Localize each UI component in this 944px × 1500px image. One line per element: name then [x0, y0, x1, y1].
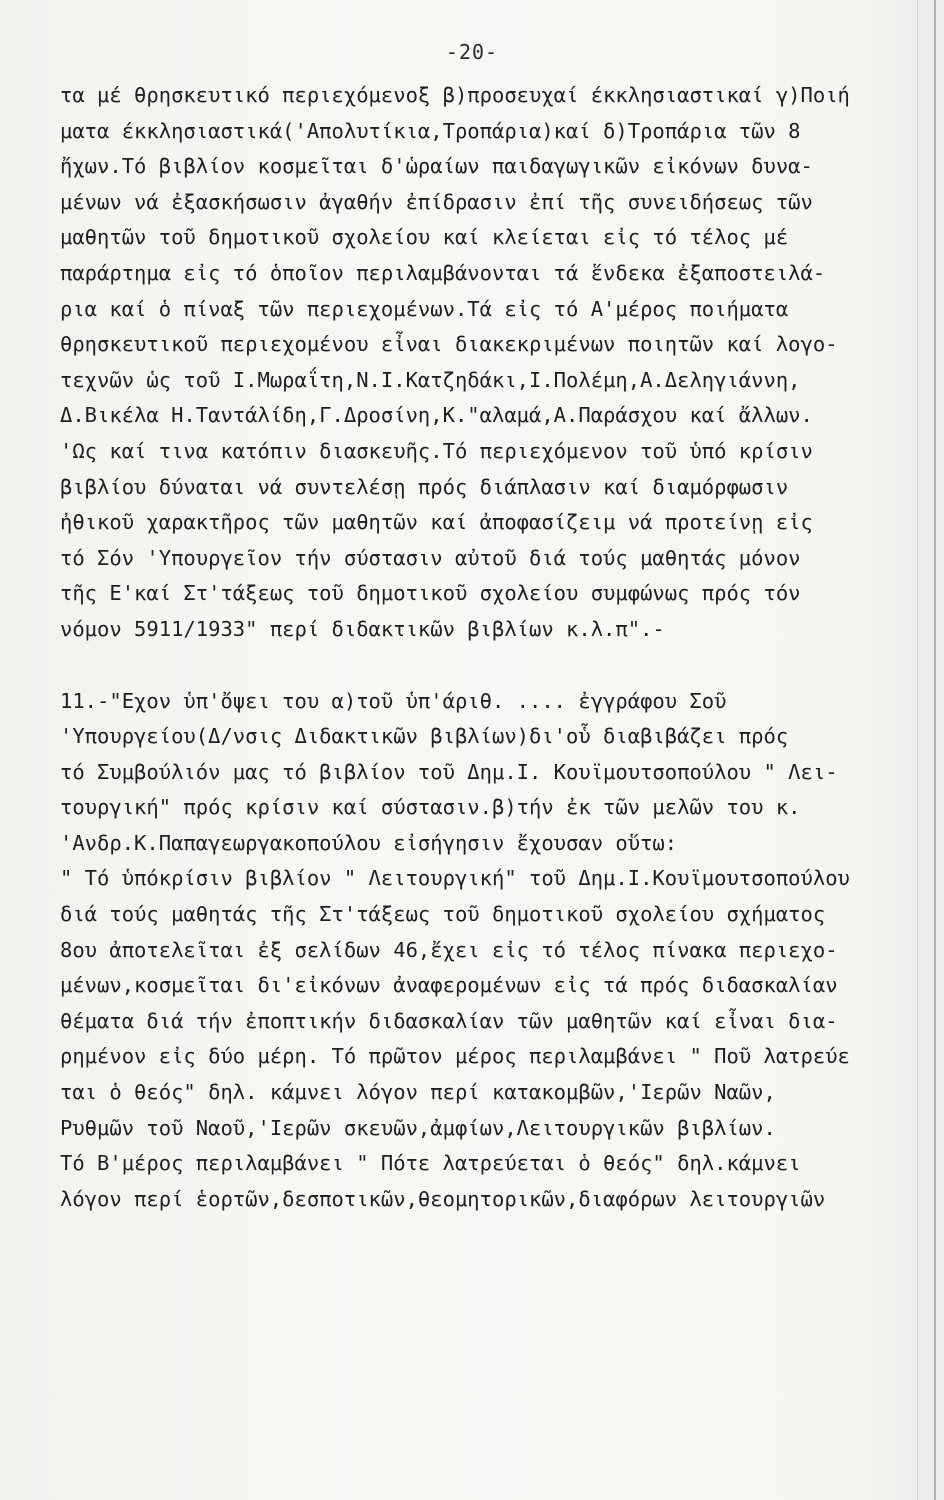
- text-line: Ρυθμῶν τοῦ Ναοῦ,'Ιερῶν σκευῶν,ἀμφίων,Λειτουργικῶν βιβλίων.: [60, 1115, 776, 1140]
- text-line: μένων,κοσμεῖται δι'εἰκόνων ἀναφερομένων εἰς τά πρός διδασκαλίαν: [60, 973, 838, 998]
- text-line: τό Σόν 'Υπουργεῖον τήν σύστασιν αὐτοῦ διά τούς μαθητάς μόνον: [60, 545, 801, 570]
- text-line: τεχνῶν ὡς τοῦ Ι.Μωραΐτη,Ν.Ι.Κατζηδάκι,Ι.Πολέμη,Α.Δεληγιάννη,: [60, 367, 801, 392]
- text-line: ἤχων.Τό βιβλίον κοσμεῖται δ'ὡραίων παιδαγωγικῶν εἰκόνων δυνα-: [60, 154, 813, 179]
- text-line: διά τούς μαθητάς τῆς Στ'τάξεως τοῦ δημοτικοῦ σχολείου σχήματος: [60, 902, 826, 927]
- text-line: τό Συμβούλιόν μας τό βιβλίον τοῦ Δημ.Ι. Κουϊμουτσοπούλου " Λει-: [60, 759, 838, 784]
- text-line: Τό Β'μέρος περιλαμβάνει " Πότε λατρεύεται ὁ θεός" δηλ.κάμνει: [60, 1151, 801, 1176]
- page-number: -20-: [445, 40, 499, 64]
- text-line: ἠθικοῦ χαρακτῆρος τῶν μαθητῶν καί ἀποφασίζειμ νά προτείνῃ εἰς: [60, 510, 813, 535]
- text-line: Δ.Βικέλα Η.Ταντάλίδη,Γ.Δροσίνη,Κ."αλαμά,Α.Παράσχου καί ἄλλων.: [60, 403, 813, 428]
- text-line: βιβλίου δύναται νά συντελέσῃ πρός διάπλασιν καί διαμόρφωσιν: [60, 474, 789, 499]
- text-line: τουργική" πρός κρίσιν καί σύστασιν.β)τήν ἐκ τῶν μελῶν του κ.: [60, 795, 801, 820]
- text-line: τῆς Ε'καί Στ'τάξεως τοῦ δημοτικοῦ σχολείου συμφώνως πρός τόν: [60, 581, 801, 606]
- page-edge-shadow-faint: [917, 0, 918, 1500]
- text-line: μένων νά ἐξασκήσωσιν ἀγαθήν ἐπίδρασιν ἐπί τῆς συνειδήσεως τῶν: [60, 189, 813, 214]
- text-line: ται ὁ θεός" δηλ. κάμνει λόγον περί κατακομβῶν,'Ιερῶν Ναῶν,: [60, 1080, 776, 1105]
- text-line: 'Ανδρ.Κ.Παπαγεωργακοπούλου εἰσήγησιν ἔχουσαν οὕτω:: [60, 830, 678, 855]
- text-line: τα μέ θρησκευτικό περιεχόμενοξ β)προσευχαί έκκλησιαστικαί γ)Ποιή: [60, 83, 850, 107]
- text-line: 'Ως καί τινα κατόπιν διασκευῆς.Τό περιεχόμενον τοῦ ὑπό κρίσιν: [60, 438, 813, 463]
- paragraph-gap: [60, 648, 900, 684]
- text-line: ματα έκκλησιαστικά('Απολυτίκια,Τροπάρια)καί δ)Τροπάρια τῶν 8: [60, 118, 801, 143]
- text-line: μαθητῶν τοῦ δημοτικοῦ σχολείου καί κλείεται εἰς τό τέλος μέ: [60, 225, 789, 250]
- text-line: ρημένον εἰς δύο μέρη. Τό πρῶτον μέρος περιλαμβάνει " Ποῦ λατρεύε: [60, 1044, 850, 1069]
- text-line: παράρτημα εἰς τό ὁποῖον περιλαμβάνονται τά ἕνδεκα ἐξαποστειλά-: [60, 260, 826, 285]
- text-line: 'Υπουργείου(Δ/νσις Διδακτικῶν βιβλίων)δι'οὗ διαβιβάζει πρός: [60, 724, 789, 749]
- text-line: 8ου ἀποτελεῖται ἐξ σελίδων 46,ἔχει εἰς τό τέλος πίνακα περιεχο-: [60, 937, 838, 962]
- text-line: ρια καί ὁ πίναξ τῶν περιεχομένων.Τά εἰς τό Α'μέρος ποιήματα: [60, 296, 789, 321]
- document-body: [60, 78, 900, 1217]
- text-line: " Τό ὑπόκρίσιν βιβλίον " Λειτουργική" τοῦ Δημ.Ι.Κουϊμουτσοπούλου: [60, 866, 850, 891]
- text-line: 11.-"Εχον ὑπ'ὄψει του α)τοῦ ὑπ'άριθ. .... ἐγγράφου Σοῦ: [60, 688, 727, 713]
- text-line: θέματα διά τήν ἐποπτικήν διδασκαλίαν τῶν μαθητῶν καί εἶναι δια-: [60, 1008, 838, 1033]
- text-line: νόμον 5911/1933" περί διδακτικῶν βιβλίων κ.λ.π".-: [60, 616, 665, 641]
- text-line: λόγον περί ἑορτῶν,δεσποτικῶν,θεομητορικῶν,διαφόρων λειτουργιῶν: [60, 1186, 826, 1211]
- page-edge-shadow: [934, 0, 936, 1500]
- text-line: θρησκευτικοῦ περιεχομένου εἶναι διακεκριμένων ποιητῶν καί λογο-: [60, 332, 838, 357]
